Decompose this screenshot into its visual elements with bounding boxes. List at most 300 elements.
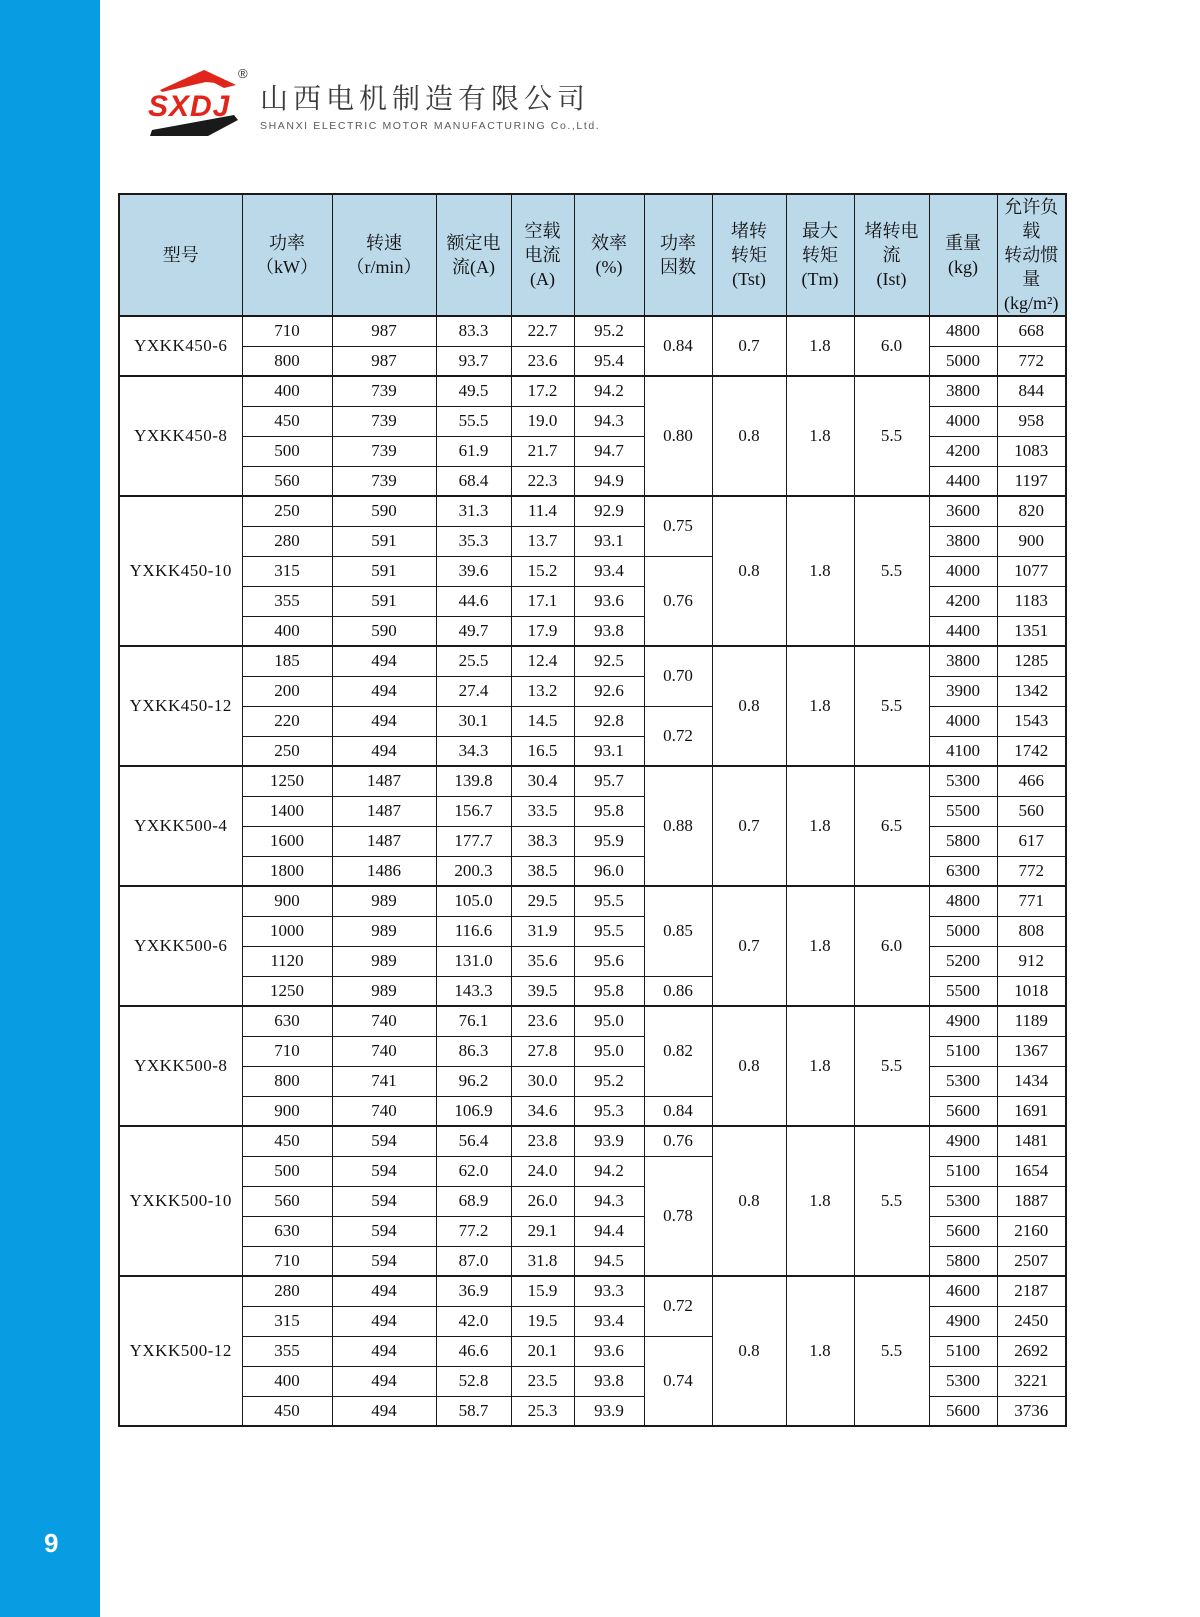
weight-cell: 4900 <box>929 1306 997 1336</box>
power-cell: 450 <box>242 1126 332 1156</box>
col-header-model: 型号 <box>119 194 242 316</box>
ist-cell: 5.5 <box>854 646 929 766</box>
model-cell: YXKK450-6 <box>119 316 242 376</box>
inertia-cell: 3221 <box>997 1366 1066 1396</box>
rated-current-cell: 143.3 <box>436 976 511 1006</box>
tm-cell: 1.8 <box>786 646 854 766</box>
power-cell: 1000 <box>242 916 332 946</box>
weight-cell: 5100 <box>929 1156 997 1186</box>
rated-current-cell: 27.4 <box>436 676 511 706</box>
efficiency-cell: 94.2 <box>574 1156 644 1186</box>
model-cell: YXKK500-8 <box>119 1006 242 1126</box>
inertia-cell: 1367 <box>997 1036 1066 1066</box>
speed-cell: 494 <box>332 736 436 766</box>
efficiency-cell: 95.8 <box>574 796 644 826</box>
weight-cell: 5600 <box>929 1096 997 1126</box>
speed-cell: 987 <box>332 346 436 376</box>
speed-cell: 741 <box>332 1066 436 1096</box>
power-cell: 900 <box>242 1096 332 1126</box>
ist-cell: 5.5 <box>854 1276 929 1426</box>
col-header-noload_current: 空载 电流 (A) <box>511 194 574 316</box>
rated-current-cell: 93.7 <box>436 346 511 376</box>
speed-cell: 739 <box>332 466 436 496</box>
weight-cell: 5000 <box>929 916 997 946</box>
weight-cell: 4400 <box>929 616 997 646</box>
ist-cell: 5.5 <box>854 496 929 646</box>
sxdj-logo-icon <box>146 68 238 140</box>
rated-current-cell: 36.9 <box>436 1276 511 1306</box>
power-factor-cell: 0.84 <box>644 316 712 376</box>
power-cell: 315 <box>242 1306 332 1336</box>
rated-current-cell: 86.3 <box>436 1036 511 1066</box>
tst-cell: 0.8 <box>712 496 786 646</box>
speed-cell: 989 <box>332 886 436 916</box>
rated-current-cell: 68.9 <box>436 1186 511 1216</box>
power-cell: 630 <box>242 1216 332 1246</box>
power-cell: 1600 <box>242 826 332 856</box>
weight-cell: 5000 <box>929 346 997 376</box>
efficiency-cell: 94.3 <box>574 1186 644 1216</box>
rated-current-cell: 49.5 <box>436 376 511 406</box>
noload-current-cell: 15.2 <box>511 556 574 586</box>
power-cell: 1800 <box>242 856 332 886</box>
inertia-cell: 1083 <box>997 436 1066 466</box>
rated-current-cell: 62.0 <box>436 1156 511 1186</box>
inertia-cell: 1342 <box>997 676 1066 706</box>
rated-current-cell: 55.5 <box>436 406 511 436</box>
power-cell: 800 <box>242 346 332 376</box>
weight-cell: 4800 <box>929 886 997 916</box>
weight-cell: 4900 <box>929 1006 997 1036</box>
header-row <box>119 194 1066 316</box>
ist-cell: 5.5 <box>854 376 929 496</box>
inertia-cell: 1434 <box>997 1066 1066 1096</box>
rated-current-cell: 39.6 <box>436 556 511 586</box>
power-cell: 250 <box>242 736 332 766</box>
speed-cell: 989 <box>332 976 436 1006</box>
noload-current-cell: 25.3 <box>511 1396 574 1426</box>
efficiency-cell: 93.4 <box>574 1306 644 1336</box>
tm-cell: 1.8 <box>786 376 854 496</box>
registered-trademark-symbol: ® <box>238 66 248 81</box>
model-cell: YXKK450-10 <box>119 496 242 646</box>
rated-current-cell: 25.5 <box>436 646 511 676</box>
noload-current-cell: 29.1 <box>511 1216 574 1246</box>
power-factor-cell: 0.70 <box>644 646 712 706</box>
rated-current-cell: 30.1 <box>436 706 511 736</box>
efficiency-cell: 93.8 <box>574 616 644 646</box>
speed-cell: 494 <box>332 1366 436 1396</box>
noload-current-cell: 20.1 <box>511 1336 574 1366</box>
col-header-ist: 堵转电 流 (Ist) <box>854 194 929 316</box>
noload-current-cell: 23.8 <box>511 1126 574 1156</box>
noload-current-cell: 19.5 <box>511 1306 574 1336</box>
power-factor-cell: 0.72 <box>644 706 712 766</box>
weight-cell: 5800 <box>929 826 997 856</box>
noload-current-cell: 33.5 <box>511 796 574 826</box>
ist-cell: 5.5 <box>854 1126 929 1276</box>
speed-cell: 591 <box>332 556 436 586</box>
speed-cell: 494 <box>332 1306 436 1336</box>
model-cell: YXKK500-4 <box>119 766 242 886</box>
power-cell: 400 <box>242 1366 332 1396</box>
power-cell: 560 <box>242 1186 332 1216</box>
rated-current-cell: 42.0 <box>436 1306 511 1336</box>
speed-cell: 590 <box>332 616 436 646</box>
noload-current-cell: 22.7 <box>511 316 574 346</box>
speed-cell: 494 <box>332 1276 436 1306</box>
tm-cell: 1.8 <box>786 1126 854 1276</box>
table-row <box>119 1006 1066 1036</box>
speed-cell: 591 <box>332 526 436 556</box>
rated-current-cell: 77.2 <box>436 1216 511 1246</box>
tm-cell: 1.8 <box>786 496 854 646</box>
speed-cell: 594 <box>332 1156 436 1186</box>
speed-cell: 989 <box>332 916 436 946</box>
inertia-cell: 1285 <box>997 646 1066 676</box>
inertia-cell: 1654 <box>997 1156 1066 1186</box>
speed-cell: 591 <box>332 586 436 616</box>
power-cell: 280 <box>242 1276 332 1306</box>
noload-current-cell: 39.5 <box>511 976 574 1006</box>
weight-cell: 5800 <box>929 1246 997 1276</box>
ist-cell: 5.5 <box>854 1006 929 1126</box>
speed-cell: 494 <box>332 706 436 736</box>
noload-current-cell: 22.3 <box>511 466 574 496</box>
noload-current-cell: 12.4 <box>511 646 574 676</box>
efficiency-cell: 92.6 <box>574 676 644 706</box>
noload-current-cell: 16.5 <box>511 736 574 766</box>
inertia-cell: 466 <box>997 766 1066 796</box>
tm-cell: 1.8 <box>786 1276 854 1426</box>
power-cell: 800 <box>242 1066 332 1096</box>
noload-current-cell: 23.6 <box>511 346 574 376</box>
power-cell: 1400 <box>242 796 332 826</box>
power-factor-cell: 0.72 <box>644 1276 712 1336</box>
power-factor-cell: 0.88 <box>644 766 712 886</box>
model-cell: YXKK450-12 <box>119 646 242 766</box>
rated-current-cell: 156.7 <box>436 796 511 826</box>
speed-cell: 739 <box>332 406 436 436</box>
weight-cell: 5300 <box>929 1066 997 1096</box>
efficiency-cell: 95.4 <box>574 346 644 376</box>
inertia-cell: 2450 <box>997 1306 1066 1336</box>
efficiency-cell: 93.1 <box>574 526 644 556</box>
inertia-cell: 1189 <box>997 1006 1066 1036</box>
inertia-cell: 2692 <box>997 1336 1066 1366</box>
weight-cell: 5600 <box>929 1396 997 1426</box>
noload-current-cell: 14.5 <box>511 706 574 736</box>
speed-cell: 494 <box>332 646 436 676</box>
efficiency-cell: 95.3 <box>574 1096 644 1126</box>
weight-cell: 4800 <box>929 316 997 346</box>
tm-cell: 1.8 <box>786 316 854 376</box>
inertia-cell: 772 <box>997 346 1066 376</box>
company-name-cn: 山西电机制造有限公司 <box>260 82 591 114</box>
speed-cell: 1487 <box>332 796 436 826</box>
weight-cell: 4000 <box>929 406 997 436</box>
inertia-cell: 1887 <box>997 1186 1066 1216</box>
power-factor-cell: 0.78 <box>644 1156 712 1276</box>
col-header-speed: 转速 （r/min） <box>332 194 436 316</box>
weight-cell: 4000 <box>929 706 997 736</box>
table-row <box>119 316 1066 346</box>
efficiency-cell: 95.8 <box>574 976 644 1006</box>
model-cell: YXKK500-12 <box>119 1276 242 1426</box>
efficiency-cell: 94.4 <box>574 1216 644 1246</box>
col-header-power: 功率 （kW） <box>242 194 332 316</box>
inertia-cell: 1543 <box>997 706 1066 736</box>
power-cell: 1250 <box>242 976 332 1006</box>
rated-current-cell: 76.1 <box>436 1006 511 1036</box>
power-factor-cell: 0.80 <box>644 376 712 496</box>
col-header-efficiency: 效率 (%) <box>574 194 644 316</box>
inertia-cell: 2507 <box>997 1246 1066 1276</box>
table-row <box>119 886 1066 916</box>
inertia-cell: 820 <box>997 496 1066 526</box>
inertia-cell: 560 <box>997 796 1066 826</box>
rated-current-cell: 83.3 <box>436 316 511 346</box>
power-factor-cell: 0.82 <box>644 1006 712 1096</box>
table-row <box>119 496 1066 526</box>
inertia-cell: 2160 <box>997 1216 1066 1246</box>
speed-cell: 594 <box>332 1246 436 1276</box>
noload-current-cell: 26.0 <box>511 1186 574 1216</box>
noload-current-cell: 38.3 <box>511 826 574 856</box>
power-cell: 500 <box>242 1156 332 1186</box>
noload-current-cell: 23.6 <box>511 1006 574 1036</box>
ist-cell: 6.5 <box>854 766 929 886</box>
noload-current-cell: 29.5 <box>511 886 574 916</box>
efficiency-cell: 95.0 <box>574 1036 644 1066</box>
col-header-weight: 重量 (kg) <box>929 194 997 316</box>
noload-current-cell: 30.4 <box>511 766 574 796</box>
tst-cell: 0.8 <box>712 376 786 496</box>
rated-current-cell: 61.9 <box>436 436 511 466</box>
noload-current-cell: 11.4 <box>511 496 574 526</box>
table-row <box>119 1276 1066 1306</box>
tst-cell: 0.7 <box>712 316 786 376</box>
rated-current-cell: 56.4 <box>436 1126 511 1156</box>
speed-cell: 494 <box>332 1396 436 1426</box>
weight-cell: 3800 <box>929 646 997 676</box>
svg-text:SXDJ: SXDJ <box>148 90 231 123</box>
efficiency-cell: 93.9 <box>574 1396 644 1426</box>
noload-current-cell: 31.8 <box>511 1246 574 1276</box>
page-number: 9 <box>44 1528 59 1558</box>
speed-cell: 987 <box>332 316 436 346</box>
power-cell: 400 <box>242 616 332 646</box>
weight-cell: 4600 <box>929 1276 997 1306</box>
efficiency-cell: 95.0 <box>574 1006 644 1036</box>
weight-cell: 4200 <box>929 436 997 466</box>
power-cell: 1120 <box>242 946 332 976</box>
speed-cell: 494 <box>332 1336 436 1366</box>
efficiency-cell: 93.9 <box>574 1126 644 1156</box>
efficiency-cell: 92.9 <box>574 496 644 526</box>
power-cell: 400 <box>242 376 332 406</box>
inertia-cell: 668 <box>997 316 1066 346</box>
speed-cell: 740 <box>332 1036 436 1066</box>
power-factor-cell: 0.74 <box>644 1336 712 1426</box>
tst-cell: 0.7 <box>712 886 786 1006</box>
rated-current-cell: 68.4 <box>436 466 511 496</box>
inertia-cell: 1077 <box>997 556 1066 586</box>
weight-cell: 5300 <box>929 1366 997 1396</box>
rated-current-cell: 131.0 <box>436 946 511 976</box>
noload-current-cell: 31.9 <box>511 916 574 946</box>
efficiency-cell: 93.6 <box>574 586 644 616</box>
rated-current-cell: 116.6 <box>436 916 511 946</box>
power-factor-cell: 0.76 <box>644 1126 712 1156</box>
efficiency-cell: 95.5 <box>574 916 644 946</box>
inertia-cell: 808 <box>997 916 1066 946</box>
inertia-cell: 1481 <box>997 1126 1066 1156</box>
inertia-cell: 958 <box>997 406 1066 436</box>
efficiency-cell: 94.9 <box>574 466 644 496</box>
tst-cell: 0.8 <box>712 1126 786 1276</box>
rated-current-cell: 200.3 <box>436 856 511 886</box>
tm-cell: 1.8 <box>786 886 854 1006</box>
tst-cell: 0.8 <box>712 646 786 766</box>
rated-current-cell: 96.2 <box>436 1066 511 1096</box>
rated-current-cell: 44.6 <box>436 586 511 616</box>
motor-spec-table <box>118 193 1067 1427</box>
rated-current-cell: 58.7 <box>436 1396 511 1426</box>
rated-current-cell: 52.8 <box>436 1366 511 1396</box>
speed-cell: 1487 <box>332 766 436 796</box>
model-cell: YXKK450-8 <box>119 376 242 496</box>
col-header-inertia: 允许负载 转动惯量 (kg/m²) <box>997 194 1066 316</box>
rated-current-cell: 35.3 <box>436 526 511 556</box>
efficiency-cell: 95.7 <box>574 766 644 796</box>
rated-current-cell: 31.3 <box>436 496 511 526</box>
weight-cell: 3900 <box>929 676 997 706</box>
speed-cell: 739 <box>332 436 436 466</box>
inertia-cell: 1691 <box>997 1096 1066 1126</box>
speed-cell: 989 <box>332 946 436 976</box>
efficiency-cell: 93.3 <box>574 1276 644 1306</box>
col-header-tm: 最大 转矩 (Tm) <box>786 194 854 316</box>
power-factor-cell: 0.86 <box>644 976 712 1006</box>
efficiency-cell: 93.6 <box>574 1336 644 1366</box>
weight-cell: 5500 <box>929 976 997 1006</box>
table-row <box>119 646 1066 676</box>
efficiency-cell: 94.5 <box>574 1246 644 1276</box>
noload-current-cell: 21.7 <box>511 436 574 466</box>
inertia-cell: 844 <box>997 376 1066 406</box>
weight-cell: 3600 <box>929 496 997 526</box>
inertia-cell: 772 <box>997 856 1066 886</box>
inertia-cell: 1197 <box>997 466 1066 496</box>
noload-current-cell: 17.1 <box>511 586 574 616</box>
power-cell: 200 <box>242 676 332 706</box>
power-cell: 355 <box>242 1336 332 1366</box>
weight-cell: 4400 <box>929 466 997 496</box>
power-cell: 220 <box>242 706 332 736</box>
power-cell: 560 <box>242 466 332 496</box>
noload-current-cell: 34.6 <box>511 1096 574 1126</box>
weight-cell: 6300 <box>929 856 997 886</box>
efficiency-cell: 93.4 <box>574 556 644 586</box>
inertia-cell: 1742 <box>997 736 1066 766</box>
efficiency-cell: 92.5 <box>574 646 644 676</box>
speed-cell: 740 <box>332 1096 436 1126</box>
weight-cell: 5100 <box>929 1036 997 1066</box>
table-row <box>119 1126 1066 1156</box>
power-cell: 315 <box>242 556 332 586</box>
rated-current-cell: 106.9 <box>436 1096 511 1126</box>
tst-cell: 0.7 <box>712 766 786 886</box>
tst-cell: 0.8 <box>712 1276 786 1426</box>
power-cell: 710 <box>242 1036 332 1066</box>
power-factor-cell: 0.75 <box>644 496 712 556</box>
weight-cell: 5100 <box>929 1336 997 1366</box>
company-name-en: SHANXI ELECTRIC MOTOR MANUFACTURING Co.,Ltd. <box>260 119 601 132</box>
col-header-rated_current: 额定电 流(A) <box>436 194 511 316</box>
inertia-cell: 912 <box>997 946 1066 976</box>
efficiency-cell: 95.6 <box>574 946 644 976</box>
spec-table-container <box>118 193 1067 1427</box>
power-cell: 710 <box>242 316 332 346</box>
weight-cell: 4100 <box>929 736 997 766</box>
ist-cell: 6.0 <box>854 886 929 1006</box>
efficiency-cell: 95.5 <box>574 886 644 916</box>
inertia-cell: 1183 <box>997 586 1066 616</box>
inertia-cell: 1018 <box>997 976 1066 1006</box>
power-cell: 500 <box>242 436 332 466</box>
ist-cell: 6.0 <box>854 316 929 376</box>
efficiency-cell: 96.0 <box>574 856 644 886</box>
power-cell: 1250 <box>242 766 332 796</box>
table-body <box>119 316 1066 1426</box>
tm-cell: 1.8 <box>786 766 854 886</box>
noload-current-cell: 13.7 <box>511 526 574 556</box>
noload-current-cell: 38.5 <box>511 856 574 886</box>
rated-current-cell: 87.0 <box>436 1246 511 1276</box>
inertia-cell: 617 <box>997 826 1066 856</box>
efficiency-cell: 93.1 <box>574 736 644 766</box>
inertia-cell: 3736 <box>997 1396 1066 1426</box>
power-cell: 900 <box>242 886 332 916</box>
efficiency-cell: 93.8 <box>574 1366 644 1396</box>
speed-cell: 590 <box>332 496 436 526</box>
noload-current-cell: 24.0 <box>511 1156 574 1186</box>
speed-cell: 594 <box>332 1186 436 1216</box>
noload-current-cell: 27.8 <box>511 1036 574 1066</box>
speed-cell: 1486 <box>332 856 436 886</box>
power-factor-cell: 0.84 <box>644 1096 712 1126</box>
weight-cell: 5300 <box>929 766 997 796</box>
table-row <box>119 766 1066 796</box>
company-logo <box>146 68 600 140</box>
noload-current-cell: 19.0 <box>511 406 574 436</box>
rated-current-cell: 105.0 <box>436 886 511 916</box>
table-row <box>119 376 1066 406</box>
power-cell: 185 <box>242 646 332 676</box>
efficiency-cell: 95.2 <box>574 1066 644 1096</box>
inertia-cell: 900 <box>997 526 1066 556</box>
noload-current-cell: 17.2 <box>511 376 574 406</box>
power-factor-cell: 0.85 <box>644 886 712 976</box>
efficiency-cell: 95.9 <box>574 826 644 856</box>
model-cell: YXKK500-10 <box>119 1126 242 1276</box>
power-cell: 450 <box>242 1396 332 1426</box>
efficiency-cell: 92.8 <box>574 706 644 736</box>
power-cell: 355 <box>242 586 332 616</box>
weight-cell: 5500 <box>929 796 997 826</box>
weight-cell: 5200 <box>929 946 997 976</box>
